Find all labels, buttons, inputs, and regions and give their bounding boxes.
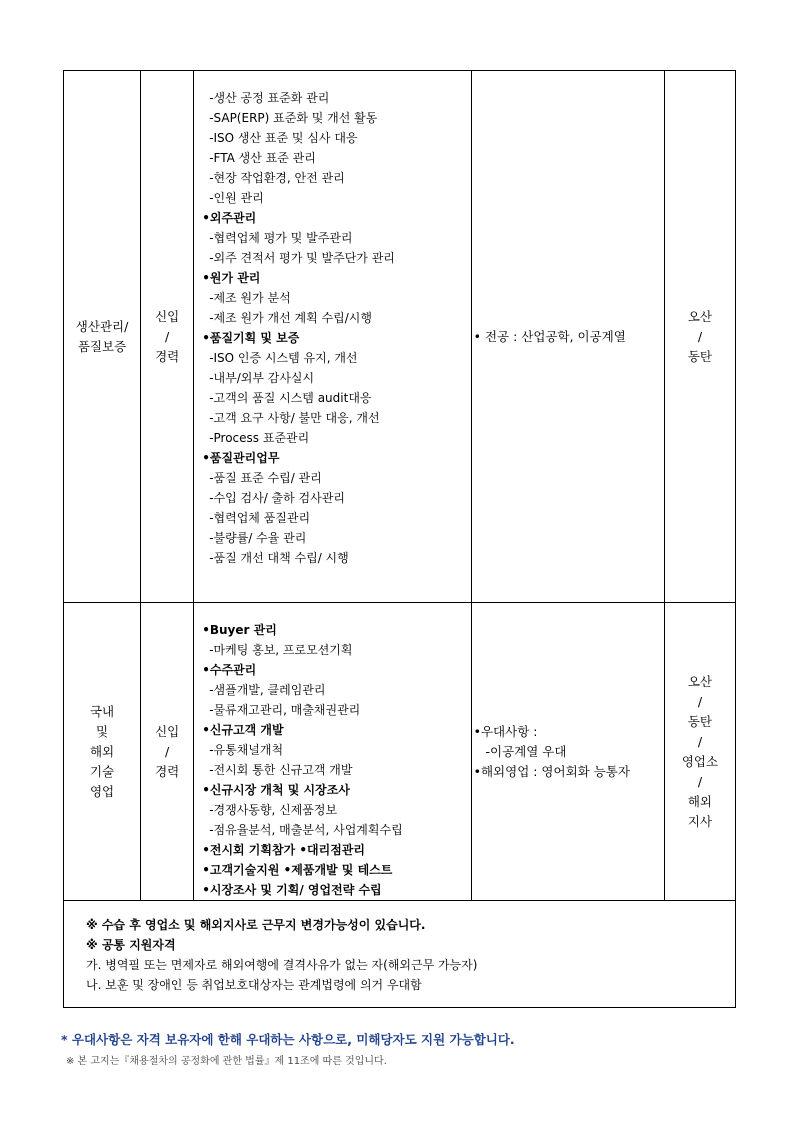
cell-line: 해외 bbox=[687, 793, 713, 809]
cell-line: 및 bbox=[96, 723, 109, 739]
duty-item: -샘플개발, 클레임관리 bbox=[209, 683, 326, 697]
cell-line: 신입 bbox=[155, 723, 180, 739]
duty-item: -품질 표준 수립/ 관리 bbox=[209, 471, 322, 485]
duty-item: -ISO 인증 시스템 유지, 개선 bbox=[209, 351, 358, 365]
duty-item: -고객의 품질 시스템 audit대응 bbox=[209, 391, 372, 405]
location-cell bbox=[664, 71, 735, 603]
duty-item: -불량률/ 수율 관리 bbox=[209, 531, 307, 545]
cell-line: 신입 bbox=[155, 308, 180, 324]
duty-heading: •신규시장 개척 및 시장조사 bbox=[202, 783, 350, 797]
department-cell bbox=[64, 71, 141, 603]
cell-line: 동탄 bbox=[687, 713, 713, 729]
duty-item: -Process 표준관리 bbox=[209, 431, 310, 445]
employment-type-cell bbox=[141, 603, 194, 901]
legal-notice: ※ 본 고지는『채용절차의 공정화에 관한 법률』제 11조에 따른 것입니다. bbox=[66, 1056, 387, 1067]
duty-item: -품질 개선 대책 수립/ 시행 bbox=[209, 551, 349, 565]
notes-cell bbox=[64, 901, 736, 1008]
note-line: 가. 병역필 또는 면제자로 해외여행에 결격사유가 없는 자(해외근무 가능자) bbox=[86, 958, 478, 972]
recruitment-table bbox=[63, 70, 736, 1008]
duty-item: -ISO 생산 표준 및 심사 대응 bbox=[209, 131, 358, 145]
duty-item: -생산 공정 표준화 관리 bbox=[209, 91, 330, 105]
duties-cell bbox=[194, 603, 471, 901]
cell-line: / bbox=[165, 743, 170, 759]
duties-cell bbox=[194, 71, 471, 603]
table-row bbox=[64, 71, 736, 603]
department-cell bbox=[64, 603, 141, 901]
duty-heading: •고객기술지원 •제품개발 및 테스트 bbox=[202, 863, 393, 877]
duty-item: -수입 검사/ 출하 검사관리 bbox=[209, 491, 345, 505]
cell-line: 경력 bbox=[155, 763, 180, 779]
duty-item: -물류재고관리, 매출채권관리 bbox=[209, 703, 361, 717]
cell-line: / bbox=[697, 773, 703, 789]
preference-footnote: * 우대사항은 자격 보유자에 한해 우대하는 사항으로, 미해당자도 지원 가능합니다. bbox=[61, 1032, 515, 1047]
note-line: ※ 수습 후 영업소 및 해외지사로 근무지 변경가능성이 있습니다. bbox=[86, 918, 426, 932]
duty-heading: •수주관리 bbox=[202, 663, 257, 677]
cell-line: 경력 bbox=[155, 348, 180, 364]
duty-heading: •외주관리 bbox=[202, 211, 257, 225]
duty-item: -내부/외부 감사실시 bbox=[209, 371, 315, 385]
cell-line: 기술 bbox=[89, 763, 115, 779]
note-line: ※ 공통 지원자격 bbox=[86, 938, 176, 952]
cell-line: •해외영업 : 영어회화 능통자 bbox=[473, 763, 630, 779]
location-cell bbox=[664, 603, 735, 901]
employment-type-cell bbox=[141, 71, 194, 603]
note-line: 나. 보훈 및 장애인 등 취업보호대상자는 관계법령에 의거 우대함 bbox=[86, 978, 422, 992]
duty-heading: •전시회 기획참가 •대리점관리 bbox=[202, 843, 365, 857]
duty-item: -마케팅 홍보, 프로모션기획 bbox=[209, 643, 353, 657]
requirements-cell bbox=[471, 603, 664, 901]
duty-item: -현장 작업환경, 안전 관리 bbox=[209, 171, 345, 185]
duty-item: -SAP(ERP) 표준화 및 개선 활동 bbox=[209, 111, 378, 125]
cell-line: 오산 bbox=[687, 673, 713, 689]
duty-item: -점유율분석, 매출분석, 사업계획수립 bbox=[209, 823, 403, 837]
cell-line: 영업 bbox=[89, 783, 115, 799]
duty-item: -제조 원가 개선 계획 수립/시행 bbox=[209, 311, 372, 325]
cell-line: 생산관리/ bbox=[75, 318, 129, 334]
duty-heading: •원가 관리 bbox=[202, 271, 261, 285]
cell-line: 지사 bbox=[687, 813, 713, 829]
duty-item: -전시회 통한 신규고객 개발 bbox=[209, 763, 353, 777]
duty-heading: •품질관리업무 bbox=[202, 451, 280, 465]
duty-item: -유통채널개척 bbox=[209, 743, 284, 757]
cell-line: -이공계열 우대 bbox=[473, 743, 567, 759]
duty-heading: •Buyer 관리 bbox=[202, 623, 277, 637]
duty-item: -고객 요구 사항/ 불만 대응, 개선 bbox=[209, 411, 380, 425]
cell-line: 품질보증 bbox=[77, 338, 127, 354]
table-row bbox=[64, 603, 736, 901]
cell-line: / bbox=[697, 733, 703, 749]
cell-line: 해외 bbox=[89, 743, 115, 759]
cell-line: / bbox=[697, 328, 703, 344]
duty-item: -외주 견적서 평가 및 발주단가 관리 bbox=[209, 251, 395, 265]
cell-line: 오산 bbox=[687, 308, 713, 324]
cell-line: / bbox=[165, 328, 170, 344]
notes-row bbox=[64, 901, 736, 1008]
duty-item: -경쟁사동향, 신제품정보 bbox=[209, 803, 338, 817]
duty-heading: •품질기획 및 보증 bbox=[202, 331, 300, 345]
duty-item: -제조 원가 분석 bbox=[209, 291, 291, 305]
duty-item: -협력업체 평가 및 발주관리 bbox=[209, 231, 353, 245]
cell-line: / bbox=[697, 693, 703, 709]
requirements-cell bbox=[471, 71, 664, 603]
duty-item: -인원 관리 bbox=[209, 191, 264, 205]
duty-heading: •시장조사 및 기획/ 영업전략 수립 bbox=[202, 883, 382, 897]
cell-line: • 전공 : 산업공학, 이공계열 bbox=[473, 328, 626, 344]
duty-item: -협력업체 품질관리 bbox=[209, 511, 311, 525]
cell-line: 국내 bbox=[89, 703, 115, 719]
cell-line: •우대사항 : bbox=[473, 723, 538, 739]
cell-line: 영업소 bbox=[681, 753, 719, 769]
duty-item: -FTA 생산 표준 관리 bbox=[209, 151, 316, 165]
duty-heading: •신규고객 개발 bbox=[202, 723, 284, 737]
cell-line: 동탄 bbox=[687, 348, 713, 364]
